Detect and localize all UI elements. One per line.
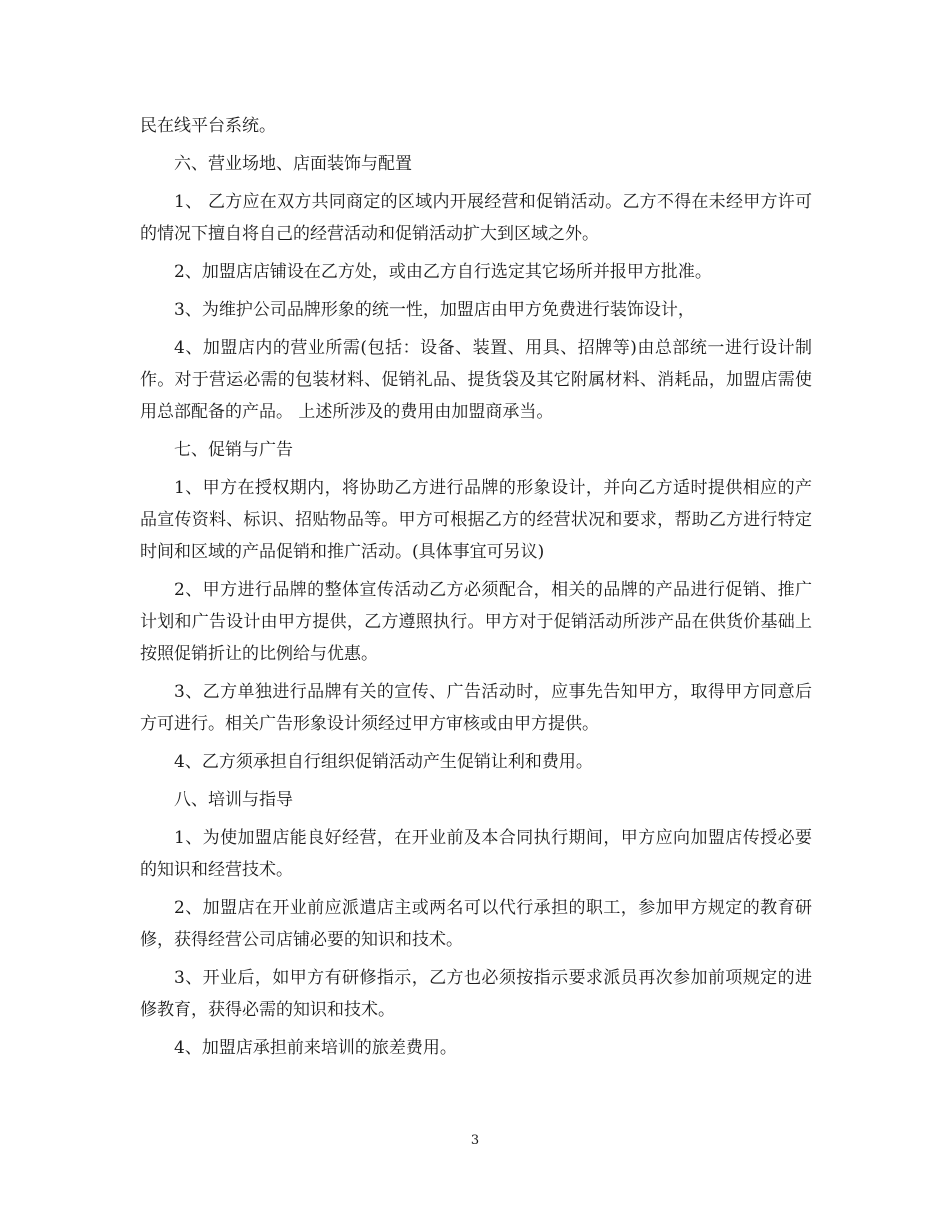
page-number: 3 xyxy=(470,1133,480,1148)
paragraph: 3、为维护公司品牌形象的统一性，加盟店由甲方免费进行装饰设计， xyxy=(174,300,695,320)
section-heading-venue: 六、营业场地、店面装饰与配置 xyxy=(174,154,412,174)
paragraph: 4、加盟店内的营业所需(包括：设备、装置、用具、招牌等)由总部统一进行设计制作。对于营运必需的包装材料、促销礼品、提货袋及其它附属材料、消耗品，加盟店需使用总部配备的产品。 上述所涉及的费用由加盟商承当。 xyxy=(140,338,812,422)
paragraph: 1、 乙方应在双方共同商定的区域内开展经营和促销活动。乙方不得在未经甲方许可的情况下擅自将自己的经营活动和促销活动扩大到区域之外。 xyxy=(140,192,812,244)
paragraph-continuation: 民在线平台系统。 xyxy=(140,116,276,136)
paragraph: 3、乙方单独进行品牌有关的宣传、广告活动时，应事先告知甲方，取得甲方同意后方可进行。相关广告形象设计须经过甲方审核或由甲方提供。 xyxy=(140,682,812,734)
section-heading-training: 八、培训与指导 xyxy=(174,790,293,810)
paragraph: 3、开业后，如甲方有研修指示，乙方也必须按指示要求派员再次参加前项规定的进修教育，获得必需的知识和技术。 xyxy=(140,968,812,1020)
paragraph: 4、乙方须承担自行组织促销活动产生促销让利和费用。 xyxy=(174,752,593,772)
paragraph: 1、为使加盟店能良好经营，在开业前及本合同执行期间，甲方应向加盟店传授必要的知识和经营技术。 xyxy=(140,828,812,880)
paragraph: 2、加盟店店铺设在乙方处，或由乙方自行选定其它场所并报甲方批准。 xyxy=(174,262,712,282)
document-body xyxy=(140,110,812,1070)
paragraph: 1、甲方在授权期内，将协助乙方进行品牌的形象设计，并向乙方适时提供相应的产品宣传资料、标识、招贴物品等。甲方可根据乙方的经营状况和要求，帮助乙方进行特定时间和区域的产品促销和推广活动。(具体事宜可另议) xyxy=(140,478,812,562)
section-heading-promotion: 七、促销与广告 xyxy=(174,440,293,460)
paragraph: 4、加盟店承担前来培训的旅差费用。 xyxy=(174,1038,457,1058)
paragraph: 2、加盟店在开业前应派遣店主或两名可以代行承担的职工，参加甲方规定的教育研修，获得经营公司店铺必要的知识和技术。 xyxy=(140,898,812,950)
paragraph: 2、甲方进行品牌的整体宣传活动乙方必须配合，相关的品牌的产品进行促销、推广计划和广告设计由甲方提供，乙方遵照执行。甲方对于促销活动所涉产品在供货价基础上按照促销折让的比例给与优惠。 xyxy=(140,580,812,664)
